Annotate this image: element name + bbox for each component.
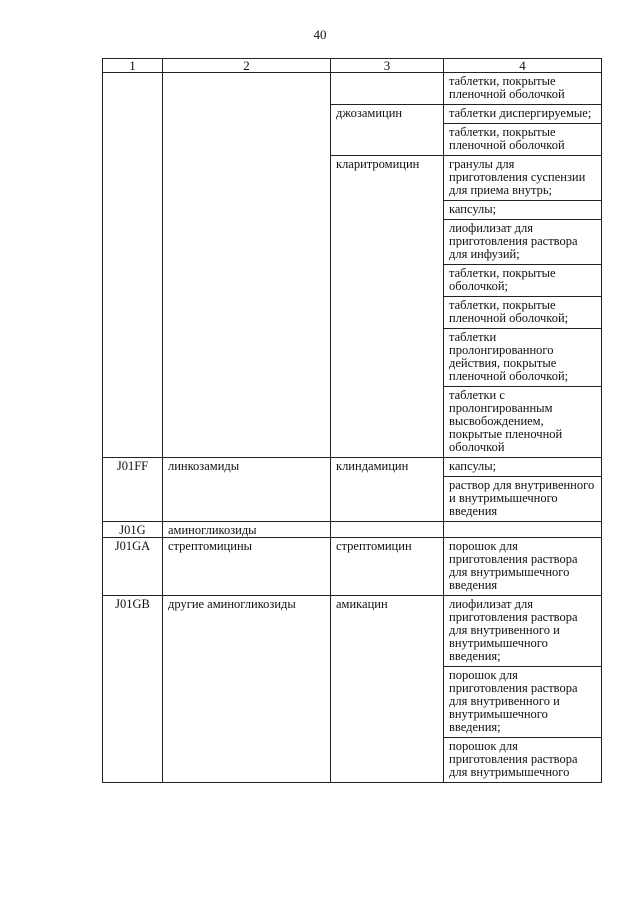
header-col-2: 2 [163,59,331,73]
code-cell: J01G [103,522,163,538]
table-row [103,522,602,538]
forms-cell [444,538,602,596]
header-col-1: 1 [103,59,163,73]
header-row [103,59,602,73]
table-row [103,538,602,596]
form-item: лиофилизат для приготовления раствора для внутривенного и внутримышечного введения; [449,597,578,663]
form-item: порошок для приготовления раствора для внутримышечного [444,737,601,782]
form-item: таблетки диспергируемые; [449,106,592,120]
name-cell: амикацин [331,596,444,783]
name-cell [331,522,444,538]
form-item: лиофилизат для приготовления раствора для инфузий; [444,219,601,264]
name-cell [331,73,444,105]
form-item: капсулы; [444,200,601,219]
forms-cell [444,156,602,458]
code-cell: J01GB [103,596,163,783]
code-cell [103,73,163,458]
header-col-3: 3 [331,59,444,73]
table-row [103,73,602,105]
group-cell: стрептомицины [163,538,331,596]
code-cell: J01GA [103,538,163,596]
name-cell: джозамицин [331,105,444,156]
forms-cell [444,73,602,105]
group-cell [163,73,331,458]
form-item: таблетки, покрытые пленочной оболочкой [444,123,601,155]
form-item: порошок для приготовления раствора для внутривенного и внутримышечного введения; [444,666,601,737]
forms-cell [444,458,602,522]
group-cell: другие аминогликозиды [163,596,331,783]
forms-cell [444,522,602,538]
medication-table [102,58,602,783]
form-item: таблетки, покрытые пленочной оболочкой [449,74,565,101]
form-item: таблетки, покрытые оболочкой; [444,264,601,296]
form-item: таблетки, покрытые пленочной оболочкой; [444,296,601,328]
forms-cell [444,596,602,783]
name-cell: стрептомицин [331,538,444,596]
table-row [103,458,602,522]
form-item: порошок для приготовления раствора для внутримышечного введения [449,539,578,592]
form-item: гранулы для приготовления суспензии для приема внутрь; [449,157,586,197]
table-row [103,596,602,783]
page-number: 40 [313,27,327,42]
form-item: таблетки с пролонгированным высвобождением, покрытые пленочной оболочкой [444,386,601,457]
name-cell: клиндамицин [331,458,444,522]
form-item: таблетки пролонгированного действия, покрытые пленочной оболочкой; [444,328,601,386]
code-cell: J01FF [103,458,163,522]
group-cell: линкозамиды [163,458,331,522]
name-cell: кларитромицин [331,156,444,458]
group-cell: аминогликозиды [163,522,331,538]
forms-cell [444,105,602,156]
header-col-4: 4 [444,59,602,73]
form-item: капсулы; [449,459,497,473]
form-item: раствор для внутривенного и внутримышечного введения [444,476,601,521]
